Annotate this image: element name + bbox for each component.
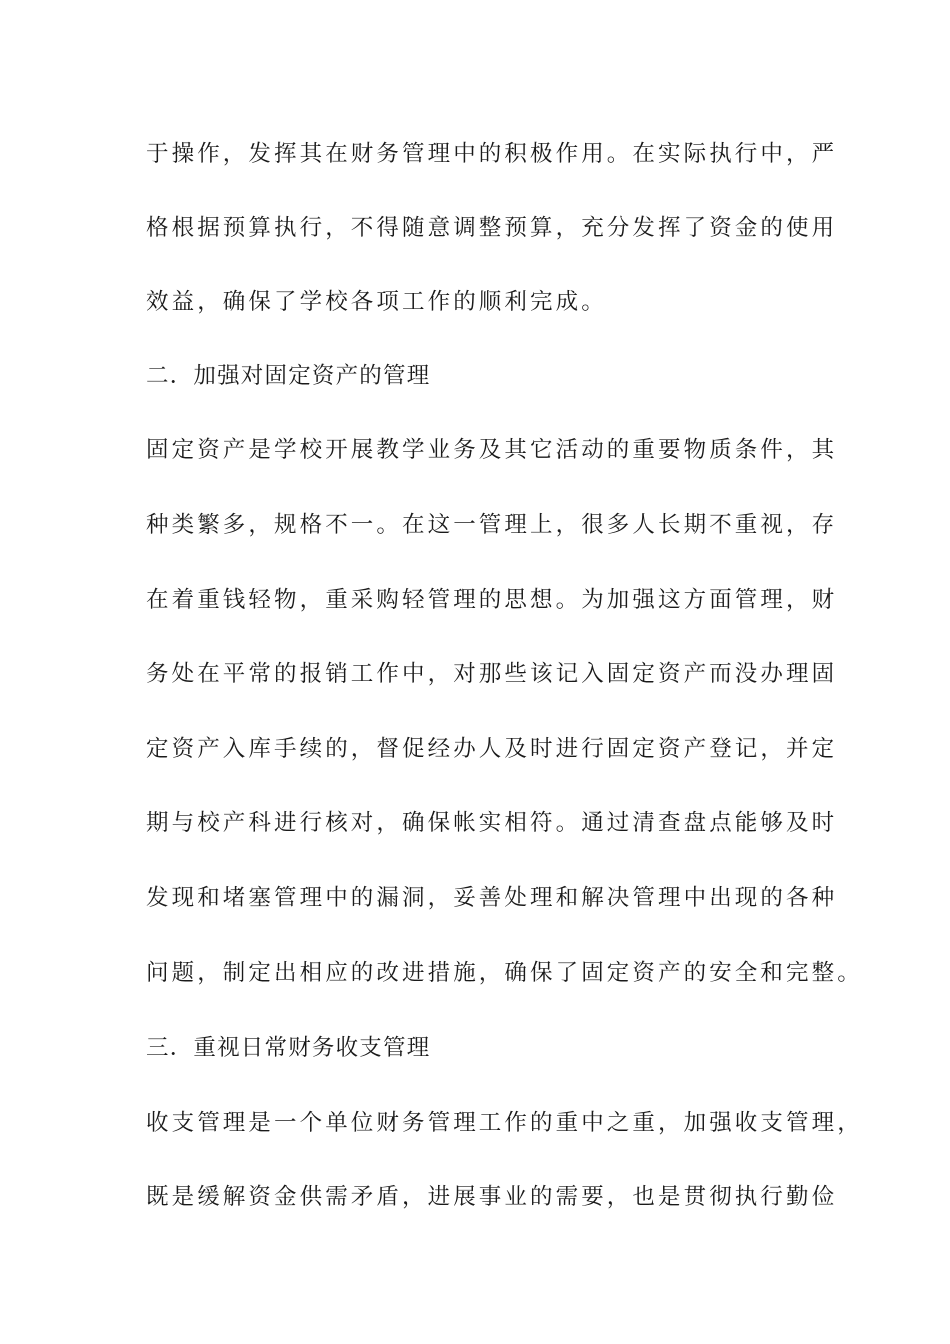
paragraph-line: 期与校产科进行核对，确保帐实相符。通过清查盘点能够及时 [146,810,838,836]
paragraph-line: 发现和堵塞管理中的漏洞，妥善处理和解决管理中出现的各种 [146,885,838,911]
paragraph-line: 既是缓解资金供需矛盾，进展事业的需要，也是贯彻执行勤俭 [146,1184,838,1210]
paragraph-line: 固定资产是学校开展教学业务及其它活动的重要物质条件，其 [146,437,838,463]
paragraph-line: 格根据预算执行，不得随意调整预算，充分发挥了资金的使用 [146,215,838,241]
paragraph-line: 收支管理是一个单位财务管理工作的重中之重，加强收支管理， [146,1110,863,1136]
section-heading: 三．重视日常财务收支管理 [146,1035,431,1061]
paragraph-line: 种类繁多，规格不一。在这一管理上，很多人长期不重视，存 [146,512,838,538]
paragraph-line: 问题，制定出相应的改进措施，确保了固定资产的安全和完整。 [146,960,863,986]
paragraph-line: 定资产入库手续的，督促经办人及时进行固定资产登记，并定 [146,736,838,762]
paragraph-line: 效益，确保了学校各项工作的顺利完成。 [146,289,607,315]
paragraph-line: 在着重钱轻物，重采购轻管理的思想。为加强这方面管理，财 [146,587,838,613]
paragraph-line: 务处在平常的报销工作中，对那些该记入固定资产而没办理固 [146,661,838,687]
section-heading: 二．加强对固定资产的管理 [146,363,431,389]
paragraph-line: 于操作，发挥其在财务管理中的积极作用。在实际执行中，严 [146,141,838,167]
